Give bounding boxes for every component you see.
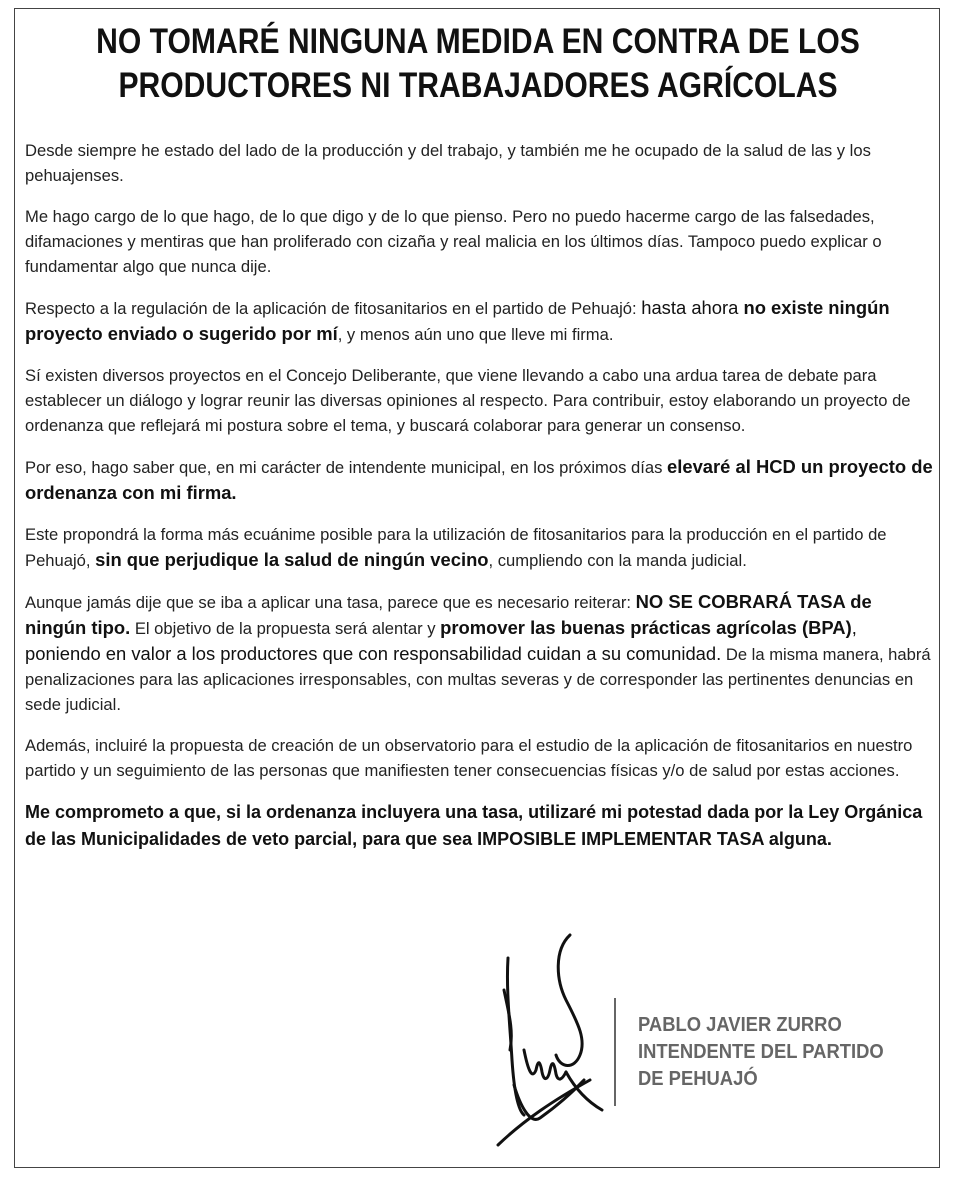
paragraph-8: Además, incluiré la propuesta de creación de un observatorio para el estudio de la aplicación de fitosanitarios en nuestro partido y un seguimiento de las personas que manifiesten tener consecuencias físicas y/o de salud por estas acciones.: [25, 736, 913, 780]
signer-role-line-1: INTENDENTE DEL PARTIDO: [638, 1041, 884, 1063]
letter-body: [25, 138, 933, 869]
paragraph-7-text-c: El objetivo de la propuesta será alentar y: [130, 619, 441, 638]
paragraph-7-text-a: Aunque jamás dije que se iba a aplicar una tasa, parece que es necesario reiterar:: [25, 593, 636, 612]
paragraph-6-text-c: , cumpliendo con la manda judicial.: [488, 551, 747, 570]
paragraph-7-text-e: , poniendo en valor a los productores que con responsabilidad cuidan a su comunidad.: [25, 617, 857, 664]
paragraph-6-text-a: Este propondrá la forma más ecuánime posible para la utilización de fitosanitarios para la producción en el partido de Pehuajó,: [25, 525, 887, 570]
signer-name: PABLO JAVIER ZURRO: [638, 1014, 842, 1036]
paragraph-3-emphasis: no existe ningún proyecto enviado o sugerido por mí: [25, 297, 890, 344]
paragraph-1: Desde siempre he estado del lado de la producción y del trabajo, y también me he ocupado de la salud de las y los pehuajenses.: [25, 141, 871, 185]
paragraph-4: Sí existen diversos proyectos en el Concejo Deliberante, que viene llevando a cabo una ardua tarea de debate para establecer un diálogo y lograr reunir las diversas opiniones al respecto. Para contribuir, estoy elaborando un proyecto de ordenanza que reflejará mi postura sobre el tema, y buscará colaborar para generar un consenso.: [25, 366, 911, 435]
paragraph-3-text-a: Respecto a la regulación de la aplicación de fitosanitarios en el partido de Pehuajó:: [25, 299, 642, 318]
paragraph-7-emphasis-tasa: NO SE COBRARÁ TASA de ningún tipo.: [25, 591, 872, 638]
paragraph-6: [25, 522, 933, 573]
paragraph-5: [25, 454, 933, 506]
headline-line-1: NO TOMARÉ NINGUNA MEDIDA EN CONTRA DE LOS: [96, 22, 860, 61]
paragraph-3: [25, 295, 933, 347]
paragraph-3-text-b: hasta ahora: [641, 297, 744, 318]
paragraph-5-text-a: Por eso, hago saber que, en mi carácter de intendente municipal, en los próximos días: [25, 458, 667, 477]
closing-commitment: Me comprometo a que, si la ordenanza incluyera una tasa, utilizaré mi potestad dada por la Ley Orgánica de las Municipalidades de veto parcial, para que sea IMPOSIBLE IMPLEMENTAR TASA alguna.: [25, 802, 923, 849]
signer-role-line-2: DE PEHUAJÓ: [638, 1068, 758, 1090]
headline: [93, 20, 864, 108]
paragraph-5-emphasis: elevaré al HCD un proyecto de ordenanza con mi firma.: [25, 456, 933, 503]
signature-divider: [614, 998, 616, 1106]
paragraph-6-emphasis: sin que perjudique la salud de ningún vecino: [95, 549, 489, 570]
paragraph-7-emphasis-bpa: promover las buenas prácticas agrícolas (BPA): [440, 617, 852, 638]
paragraph-7-text-f: De la misma manera, habrá penalizaciones para las aplicaciones irresponsables, con multas severas y de corresponder las pertinentes denuncias en sede judicial.: [25, 645, 931, 714]
handwritten-signature: [484, 930, 614, 1155]
paragraph-2: Me hago cargo de lo que hago, de lo que digo y de lo que pienso. Pero no puedo hacerme cargo de las falsedades, difamaciones y mentiras que han proliferado con cizaña y real malicia en los últimos días. Tampoco puedo explicar o fundamentar algo que nunca dije.: [25, 207, 882, 276]
paragraph-7: [25, 589, 933, 717]
headline-line-2: PRODUCTORES NI TRABAJADORES AGRÍCOLAS: [118, 66, 838, 105]
paragraph-3-text-d: , y menos aún uno que lleve mi firma.: [337, 325, 614, 344]
signer-block: [638, 1012, 884, 1093]
